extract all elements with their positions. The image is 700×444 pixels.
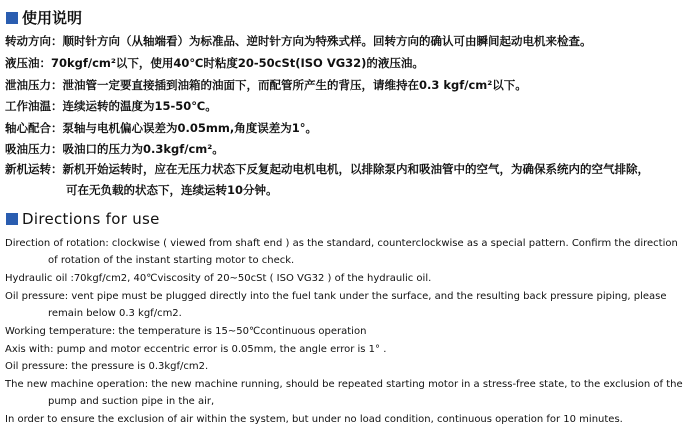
zh-row-shaft-alignment [5, 118, 695, 138]
zh-label: 新机运转： [5, 162, 63, 176]
zh-row-hydraulic-oil [5, 53, 695, 73]
zh-text: 新机开始运转时，应在无压力状态下反复起动电机电机，以排除泵内和吸油管中的空气，为确保系统内的空气排除， [62, 162, 649, 176]
square-bullet-icon [6, 213, 18, 225]
zh-label: 液压油： [5, 56, 51, 70]
en-line: In order to ensure the exclusion of air within the system, but under no load condition, continuous operation for 10 minutes. [5, 414, 623, 425]
zh-row-suction-pressure [5, 139, 695, 159]
zh-text: 顺时针方向（从轴端看）为标准品、逆时针方向为特殊式样。回转方向的确认可由瞬间起动电机来检查。 [62, 34, 592, 48]
en-line: Working temperature: the temperature is 15~50℃continuous operation [5, 326, 367, 337]
square-bullet-icon [6, 12, 18, 24]
en-line: Oil pressure: the pressure is 0.3kgf/cm2. [5, 361, 209, 372]
en-line: remain below 0.3 kgf/cm2. [48, 308, 182, 319]
zh-label: 轴心配合： [5, 121, 63, 135]
en-line: Direction of rotation: clockwise ( viewed from shaft end ) as the standard, counterclockwise as a special pattern. Confirm the direction [5, 238, 678, 249]
zh-text: 吸油口的压力为0.3kgf/cm²。 [62, 142, 224, 156]
en-line: pump and suction pipe in the air, [48, 396, 215, 407]
zh-row-drain-pressure [5, 75, 695, 95]
english-title-text: Directions for use [22, 210, 160, 228]
zh-label: 吸油压力： [5, 142, 63, 156]
zh-text: 泵轴与电机偏心误差为0.05mm,角度误差为1°。 [62, 121, 317, 135]
chinese-title-text: 使用说明 [22, 9, 83, 27]
zh-label: 转动方向： [5, 34, 63, 48]
zh-label: 泄油压力： [5, 78, 63, 92]
zh-text: 连续运转的温度为15-50℃。 [62, 99, 217, 113]
zh-row-oil-temperature [5, 96, 695, 116]
english-section-title [6, 210, 160, 228]
en-line: The new machine operation: the new machine running, should be repeated starting motor in a stress-free state, to the exclusion of the [5, 379, 683, 390]
chinese-section-title [6, 7, 82, 28]
zh-row-new-machine-continued: 可在无负载的状态下，连续运转10分钟。 [66, 183, 278, 197]
en-line: Hydraulic oil :70kgf/cm2, 40℃viscosity of 20~50cSt ( ISO VG32 ) of the hydraulic oil. [5, 273, 432, 284]
zh-row-rotation [5, 31, 695, 51]
en-line: Axis with: pump and motor eccentric error is 0.05mm, the angle error is 1° . [5, 344, 387, 355]
zh-row-new-machine [5, 159, 695, 179]
zh-label: 工作油温： [5, 99, 63, 113]
zh-text: 泄油管一定要直接插到油箱的油面下，而配管所产生的背压，请维持在0.3 kgf/cm²以下。 [62, 78, 527, 92]
en-line: of rotation of the instant starting motor to check. [48, 255, 295, 266]
zh-text: 70kgf/cm²以下，使用40℃时粘度20-50cSt(ISO VG32)的液压油。 [51, 56, 424, 70]
en-line: Oil pressure: vent pipe must be plugged directly into the fuel tank under the surface, and the resulting back pressure piping, please [5, 291, 667, 302]
